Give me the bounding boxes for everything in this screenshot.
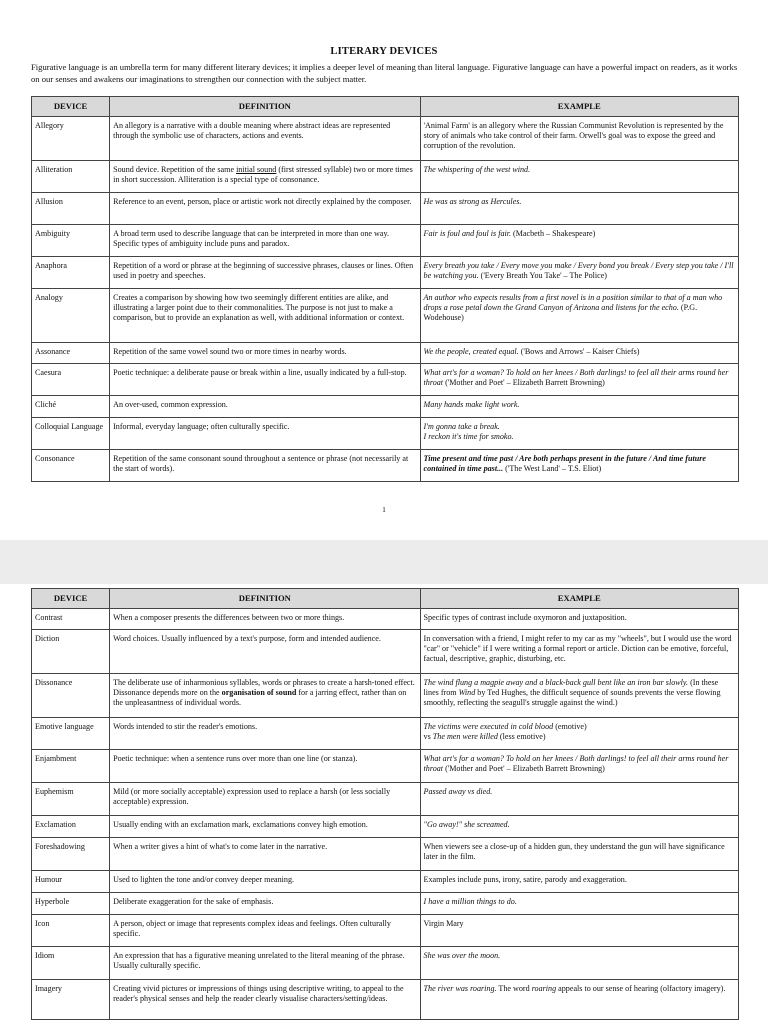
table-row	[32, 980, 739, 1020]
device-cell: Exclamation	[32, 816, 110, 838]
example-cell	[420, 161, 738, 193]
table-row	[32, 225, 739, 257]
device-cell: Anaphora	[32, 257, 110, 289]
table-row	[32, 117, 739, 161]
example-text: vs	[423, 732, 433, 742]
device-cell: Enjambment	[32, 750, 110, 783]
definition-cell: An allegory is a narrative with a double meaning where abstract ideas are represented through the symbolic use of characters, actions and events.	[110, 117, 420, 161]
column-header-example: EXAMPLE	[420, 97, 738, 117]
device-cell: Emotive language	[32, 718, 110, 750]
example-cell: Specific types of contrast include oxymoron and juxtaposition.	[420, 609, 738, 630]
example-cell	[420, 893, 738, 915]
device-cell: Dissonance	[32, 674, 110, 718]
definition-text: (first stressed syllable) two or more times in short succession. Alliteration is a special type of consonance.	[113, 165, 413, 185]
example-cell: Virgin Mary	[420, 915, 738, 947]
definition-cell: Repetition of a word or phrase at the beginning of successive phrases, clauses or lines. Often used in poetry and speeches.	[110, 257, 420, 289]
example-cell	[420, 783, 738, 816]
definition-cell: Mild (or more socially acceptable) expression used to replace a harsh (or less socially acceptable) expression.	[110, 783, 420, 816]
example-text: ('Bows and Arrows' – Kaiser Chiefs)	[518, 347, 640, 356]
definition-text: The deliberate use of inharmonious syllables, words or phrases to create a harsh-toned effect. Dissonance depends more on the	[113, 678, 415, 698]
table-row	[32, 750, 739, 783]
example-text: (Macbeth – Shakespeare)	[511, 229, 596, 238]
column-header-example: EXAMPLE	[420, 589, 738, 609]
example-text: appeals to our sense of hearing (olfactory imagery).	[556, 984, 726, 993]
example-cell	[420, 947, 738, 980]
table-row	[32, 816, 739, 838]
example-text: (In these lines from	[423, 678, 719, 698]
example-italic: I have a million things to do.	[423, 897, 517, 906]
device-cell: Analogy	[32, 289, 110, 343]
definition-underlined: initial sound	[236, 165, 277, 174]
example-cell	[420, 225, 738, 257]
example-italic: What art's for a woman? To hold on her knees / Both darlings! to feel all their arms round her throat	[423, 368, 729, 388]
example-cell	[420, 289, 738, 343]
example-cell	[420, 193, 738, 225]
example-text: (P.G. Wodehouse)	[423, 303, 698, 323]
example-cell	[420, 980, 738, 1020]
table-row	[32, 609, 739, 630]
definition-cell: Deliberate exaggeration for the sake of emphasis.	[110, 893, 420, 915]
device-cell: Cliché	[32, 396, 110, 418]
example-text: (less emotive)	[497, 732, 546, 742]
definition-bold: organisation of sound	[221, 688, 297, 698]
definition-cell: Word choices. Usually influenced by a text's purpose, form and intended audience.	[110, 630, 420, 674]
example-cell: When viewers see a close-up of a hidden gun, they understand the gun will have significance later in the film.	[420, 838, 738, 871]
example-italic: An author who expects results from a first novel is in a position similar to that of a man who drops a rose petal down the Grand Canyon of Arizona and listens for the echo.	[423, 293, 723, 313]
definition-cell: Used to lighten the tone and/or convey deeper meaning.	[110, 871, 420, 893]
example-cell	[420, 816, 738, 838]
example-italic: The wind flung a magpie away and a black-back gull bent like an iron bar slowly.	[423, 678, 689, 687]
definition-cell: Repetition of the same vowel sound two or more times in nearby words.	[110, 343, 420, 364]
example-italic: What art's for a woman? To hold on her knees / Both darlings! to feel all their arms round her throat	[423, 754, 729, 774]
example-cell: In conversation with a friend, I might refer to my car as my "wheels", but I would use the word "car" or "vehicle" if I were writing a formal report or article. Diction can be emotive, forceful, factual, descriptive, graphic, disturbing, etc.	[420, 630, 738, 674]
document-page-2	[0, 584, 768, 1024]
device-cell: Caesura	[32, 364, 110, 396]
table-row	[32, 450, 739, 482]
definition-cell: Creating vivid pictures or impressions of things using descriptive writing, to appeal to the reader's physical senses and help the reader clearly visualise characters/setting/ideas.	[110, 980, 420, 1020]
device-cell: Colloquial Language	[32, 418, 110, 450]
example-text: ('The West Land' – T.S. Eliot)	[503, 464, 602, 474]
page-number: 1	[382, 505, 386, 514]
definition-cell: A broad term used to describe language that can be interpreted in more than one way. Specific types of ambiguity include puns and paradox.	[110, 225, 420, 257]
device-cell: Idiom	[32, 947, 110, 980]
device-cell: Allusion	[32, 193, 110, 225]
example-italic: Wind	[458, 688, 476, 698]
table-row	[32, 193, 739, 225]
definition-cell: Reference to an event, person, place or artistic work not directly explained by the composer.	[110, 193, 420, 225]
definition-cell: Poetic technique: when a sentence runs over more than one line (or stanza).	[110, 750, 420, 783]
example-text: by Ted Hughes, the difficult sequence of sounds prevents the verse flowing smoothly, reflecting the seagull's struggle against the wind.)	[423, 688, 721, 708]
device-cell: Icon	[32, 915, 110, 947]
example-text: ('Mother and Poet' – Elizabeth Barrett Browning)	[443, 378, 605, 388]
table-row	[32, 838, 739, 871]
definition-text: Sound device. Repetition of the same	[113, 165, 237, 174]
intro-paragraph: Figurative language is an umbrella term for many different literary devices; it implies a deeper level of meaning than literal language. Figurative language can have a powerful impact on readers, as it works on our senses and awakens our imaginations to strengthen our connection with the subject matter.	[31, 62, 738, 84]
device-cell: Assonance	[32, 343, 110, 364]
device-cell: Imagery	[32, 980, 110, 1020]
table-header-row	[32, 97, 739, 117]
example-cell	[420, 674, 738, 718]
device-cell: Foreshadowing	[32, 838, 110, 871]
column-header-definition: DEFINITION	[110, 589, 420, 609]
table-row	[32, 915, 739, 947]
example-text: ('Mother and Poet' – Elizabeth Barrett Browning)	[443, 764, 605, 774]
example-cell	[420, 396, 738, 418]
example-italic: Fair is foul and foul is fair.	[423, 229, 512, 238]
example-italic: I reckon it's time for smoko.	[423, 432, 514, 442]
example-italic: Passed away vs died.	[423, 787, 493, 796]
example-text: ('Every Breath You Take' – The Police)	[478, 271, 608, 281]
table-row	[32, 674, 739, 718]
example-cell: 'Animal Farm' is an allegory where the Russian Communist Revolution is represented by the story of animals who take control of their farm. Orwell's goal was to expose the greed and corruption of the revolution.	[420, 117, 738, 161]
table-row	[32, 396, 739, 418]
page-title: LITERARY DEVICES	[330, 46, 438, 57]
definition-cell: An expression that has a figurative meaning unrelated to the literal meaning of the phrase. Usually culturally specific.	[110, 947, 420, 980]
example-cell: Examples include puns, irony, satire, parody and exaggeration.	[420, 871, 738, 893]
device-cell: Diction	[32, 630, 110, 674]
device-cell: Euphemism	[32, 783, 110, 816]
devices-table-page-1	[31, 96, 739, 482]
example-cell	[420, 257, 738, 289]
example-italic: I'm gonna take a break.	[423, 422, 500, 431]
example-cell	[420, 343, 738, 364]
example-italic: "Go away!" she screamed.	[423, 820, 510, 829]
definition-cell: Poetic technique: a deliberate pause or break within a line, usually indicated by a full-stop.	[110, 364, 420, 396]
device-cell: Ambiguity	[32, 225, 110, 257]
definition-cell	[110, 161, 420, 193]
device-cell: Humour	[32, 871, 110, 893]
example-bold-italic: Time present and time past / Are both perhaps present in the future / And time future contained in time past...	[423, 454, 706, 474]
example-italic: roaring	[531, 984, 557, 993]
table-row	[32, 364, 739, 396]
definition-cell: When a composer presents the differences between two or more things.	[110, 609, 420, 630]
example-italic: The victims were executed in cold blood	[423, 722, 554, 731]
column-header-device: DEVICE	[32, 97, 110, 117]
definition-cell: Repetition of the same consonant sound throughout a sentence or phrase (not necessarily at the start of words).	[110, 450, 420, 482]
column-header-device: DEVICE	[32, 589, 110, 609]
example-text: (emotive)	[553, 722, 587, 731]
example-italic: The river was roaring.	[423, 984, 497, 993]
device-cell: Consonance	[32, 450, 110, 482]
example-italic: He was as strong as Hercules.	[423, 197, 522, 206]
example-italic: The men were killed	[432, 732, 498, 742]
definition-cell	[110, 674, 420, 718]
example-cell	[420, 450, 738, 482]
example-text: The word	[496, 984, 532, 993]
definition-cell: Creates a comparison by showing how two seemingly different entities are alike, and illustrating a larger point due to their commonalities. The purpose is not just to make a comparison, but to provide an explanation as well, with additional information or context.	[110, 289, 420, 343]
definition-cell: Usually ending with an exclamation mark, exclamations convey high emotion.	[110, 816, 420, 838]
example-cell	[420, 718, 738, 750]
table-row	[32, 783, 739, 816]
device-cell: Allegory	[32, 117, 110, 161]
definition-cell: Words intended to stir the reader's emotions.	[110, 718, 420, 750]
definition-cell: When a writer gives a hint of what's to come later in the narrative.	[110, 838, 420, 871]
table-row	[32, 161, 739, 193]
device-cell: Contrast	[32, 609, 110, 630]
table-row	[32, 257, 739, 289]
devices-table-page-2	[31, 588, 739, 1020]
table-header-row	[32, 589, 739, 609]
page-gap	[0, 540, 768, 584]
table-row	[32, 893, 739, 915]
example-italic: The whispering of the west wind.	[423, 165, 531, 174]
table-row	[32, 947, 739, 980]
table-row	[32, 343, 739, 364]
example-cell	[420, 364, 738, 396]
example-cell	[420, 750, 738, 783]
device-cell: Hyperbole	[32, 893, 110, 915]
table-row	[32, 418, 739, 450]
table-row	[32, 630, 739, 674]
table-row	[32, 289, 739, 343]
example-italic: Many hands make light work.	[423, 400, 520, 409]
table-row	[32, 871, 739, 893]
column-header-definition: DEFINITION	[110, 97, 420, 117]
definition-cell: Informal, everyday language; often culturally specific.	[110, 418, 420, 450]
definition-cell: An over-used, common expression.	[110, 396, 420, 418]
definition-text: for a jarring effect, rather than on the unpleasantness of individual words.	[113, 688, 407, 708]
example-italic: Every breath you take / Every move you make / Every bond you break / Every step you take / I'll be watching you.	[423, 261, 734, 281]
table-row	[32, 718, 739, 750]
example-italic: We the people, created equal.	[423, 347, 519, 356]
example-italic: She was over the moon.	[423, 951, 501, 960]
example-cell	[420, 418, 738, 450]
definition-cell: A person, object or image that represents complex ideas and feelings. Often culturally specific.	[110, 915, 420, 947]
device-cell: Alliteration	[32, 161, 110, 193]
